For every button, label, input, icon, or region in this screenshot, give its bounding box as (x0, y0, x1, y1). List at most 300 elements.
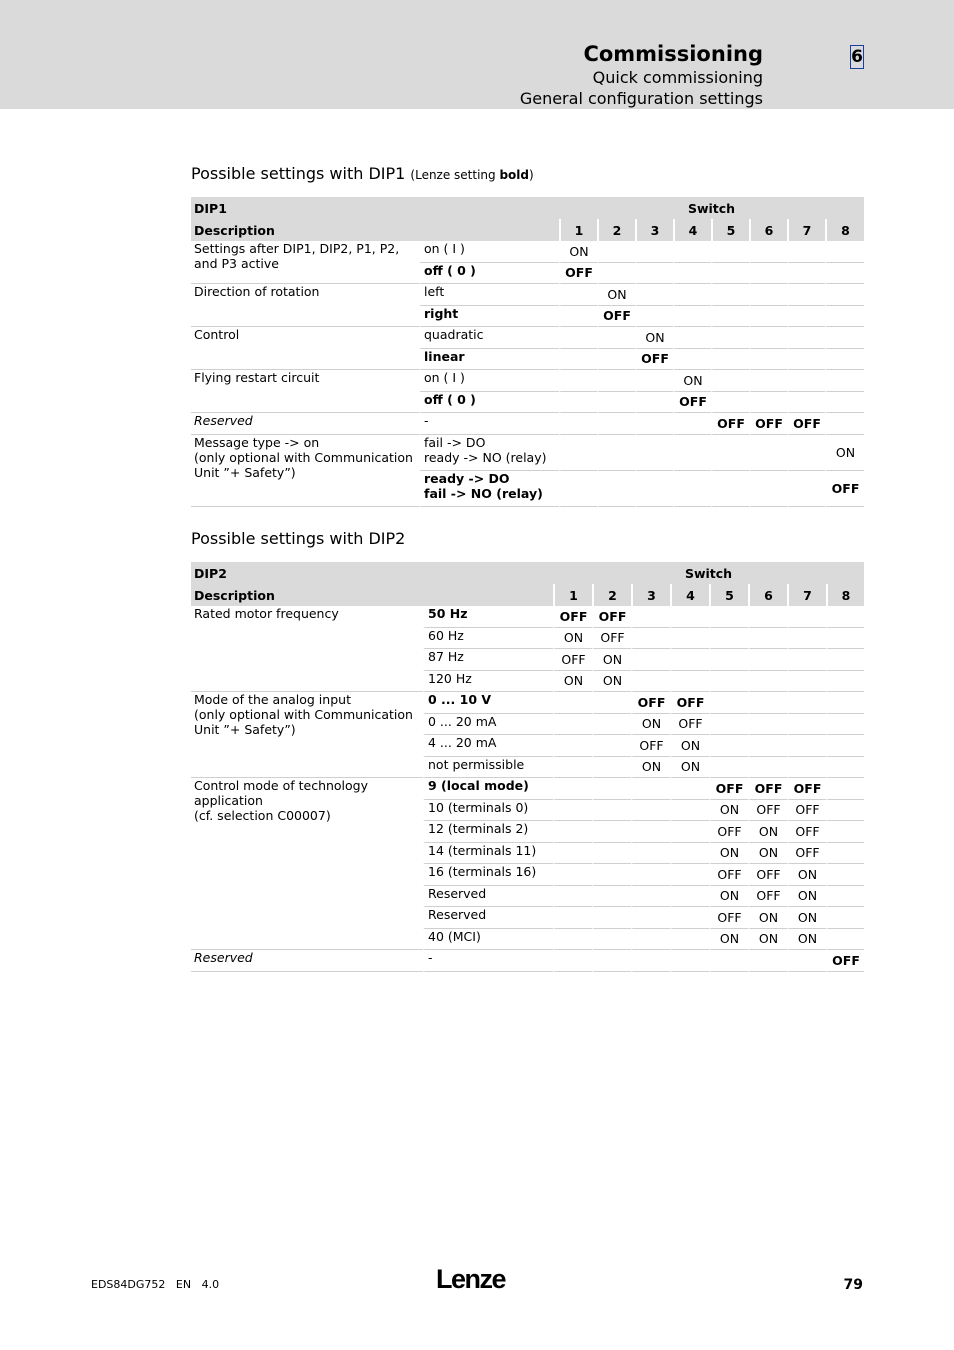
dip2-switch-value: OFF (553, 606, 592, 628)
dip2-switch-value (631, 606, 670, 628)
dip2-switch-value (826, 649, 864, 671)
dip2-switch-value: OFF (787, 821, 826, 843)
dip2-switch-value: ON (592, 671, 631, 693)
dip1-switch-value (711, 284, 749, 306)
dip1-switch-value: ON (559, 241, 597, 263)
dip1-switch-value (635, 471, 673, 507)
dip1-row-description: Message type -> on (only optional with Communication Unit ”+ Safety”) (191, 435, 419, 507)
dip2-switch-value: OFF (709, 821, 748, 843)
dip1-switch-value (559, 284, 597, 306)
dip2-switch-value: ON (553, 628, 592, 650)
table-row (191, 950, 864, 972)
dip2-switch-value: ON (748, 907, 787, 929)
dip1-switch-value: OFF (787, 413, 825, 435)
dip2-switch-value (670, 886, 709, 908)
dip1-switch-value (635, 413, 673, 435)
dip2-switch-value: ON (709, 929, 748, 951)
dip1-row-option: on ( I ) (419, 241, 559, 263)
dip1-row-option: fail -> DO ready -> NO (relay) (419, 435, 559, 471)
dip2-switch-value (709, 606, 748, 628)
dip2-switch-value (670, 671, 709, 693)
dip1-switch-value (787, 241, 825, 263)
dip1-switch-value: OFF (825, 471, 864, 507)
dip2-switch-value (592, 692, 631, 714)
dip2-switch-value (631, 778, 670, 800)
dip1-switch-value (635, 370, 673, 392)
dip1-switch-value (635, 392, 673, 414)
dip2-switch-value: OFF (553, 649, 592, 671)
dip2-switch-value: OFF (748, 864, 787, 886)
dip2-switch-number: 6 (748, 584, 787, 606)
dip1-switch-value (787, 327, 825, 349)
dip2-switch-value (553, 864, 592, 886)
dip2-switch-value (670, 929, 709, 951)
dip1-heading-text: Possible settings with DIP1 (191, 164, 406, 183)
page-subtitle-2: General configuration settings (519, 89, 763, 108)
dip2-switch-value: ON (709, 843, 748, 865)
dip1-switch-label: Switch (559, 197, 864, 219)
lenze-logo-text: Lenze (436, 1264, 506, 1294)
dip2-switch-value (592, 950, 631, 972)
dip2-switch-value (826, 886, 864, 908)
dip2-switch-value (787, 714, 826, 736)
dip2-switch-value (553, 778, 592, 800)
dip1-heading (191, 164, 534, 183)
dip2-switch-value (631, 907, 670, 929)
dip1-switch-value (635, 284, 673, 306)
dip1-row-description: Flying restart circuit (191, 370, 419, 413)
dip1-row-option: ready -> DO fail -> NO (relay) (419, 471, 559, 507)
dip2-switch-value: ON (553, 671, 592, 693)
dip1-switch-value (635, 263, 673, 285)
dip2-switch-value: ON (787, 886, 826, 908)
dip1-switch-value (559, 435, 597, 471)
dip2-switch-value (631, 800, 670, 822)
dip1-switch-value (825, 413, 864, 435)
dip2-switch-value (631, 929, 670, 951)
footer-doc-id: EDS84DG752 (91, 1278, 166, 1291)
dip1-switch-value (749, 392, 787, 414)
dip2-row-option: 9 (local mode) (423, 778, 553, 800)
dip1-switch-value (749, 327, 787, 349)
dip1-switch-value (673, 263, 711, 285)
dip1-switch-value (559, 413, 597, 435)
dip1-switch-value: ON (635, 327, 673, 349)
dip2-switch-value (709, 757, 748, 779)
dip2-row-option: 40 (MCI) (423, 929, 553, 951)
dip2-switch-value: OFF (592, 628, 631, 650)
dip2-switch-value (826, 843, 864, 865)
dip2-switch-value (709, 671, 748, 693)
dip2-switch-value: OFF (787, 843, 826, 865)
dip2-switch-value: ON (670, 735, 709, 757)
dip2-row-option: 50 Hz (423, 606, 553, 628)
dip2-switch-value (631, 864, 670, 886)
dip1-switch-number: 1 (559, 219, 597, 241)
table-row (191, 413, 864, 435)
dip2-row-option: Reserved (423, 886, 553, 908)
dip2-switch-value (709, 649, 748, 671)
dip2-switch-value: ON (670, 757, 709, 779)
dip1-switch-value (787, 349, 825, 371)
dip1-switch-number: 2 (597, 219, 635, 241)
dip2-switch-value (787, 950, 826, 972)
dip2-switch-value (592, 886, 631, 908)
dip1-switch-value (559, 306, 597, 328)
dip1-switch-value (749, 263, 787, 285)
dip2-row-option: 87 Hz (423, 649, 553, 671)
footer-version: 4.0 (201, 1278, 220, 1291)
dip1-switch-value (749, 241, 787, 263)
dip1-row-option: off ( 0 ) (419, 392, 559, 414)
dip2-row-description: Mode of the analog input (only optional with Communication Unit ”+ Safety”) (191, 692, 423, 778)
dip2-switch-value (787, 649, 826, 671)
dip2-switch-value: OFF (670, 692, 709, 714)
dip1-row-option: left (419, 284, 559, 306)
dip1-switch-number: 8 (825, 219, 864, 241)
dip2-row-option: 120 Hz (423, 671, 553, 693)
dip2-switch-value: ON (748, 821, 787, 843)
dip2-switch-value (553, 757, 592, 779)
dip1-switch-value (711, 370, 749, 392)
dip1-switch-value (559, 392, 597, 414)
dip2-row-option: 0 ... 10 V (423, 692, 553, 714)
dip1-switch-value (749, 435, 787, 471)
dip2-switch-value (748, 628, 787, 650)
dip2-switch-value: OFF (748, 778, 787, 800)
dip1-switch-value (673, 327, 711, 349)
table-row (191, 692, 864, 714)
dip2-switch-value (826, 800, 864, 822)
table-row (191, 327, 864, 349)
dip1-switch-value (559, 349, 597, 371)
dip1-switch-value (711, 263, 749, 285)
dip2-switch-value: ON (631, 757, 670, 779)
dip2-switch-value (787, 692, 826, 714)
dip1-switch-value (597, 471, 635, 507)
dip2-switch-value (670, 628, 709, 650)
dip2-switch-value (787, 606, 826, 628)
dip2-switch-value (553, 907, 592, 929)
dip1-switch-value (711, 471, 749, 507)
dip2-row-option: not permissible (423, 757, 553, 779)
dip1-switch-value: ON (825, 435, 864, 471)
dip2-switch-value: OFF (787, 778, 826, 800)
dip2-switch-value (826, 929, 864, 951)
dip2-row-option: 0 ... 20 mA (423, 714, 553, 736)
dip2-switch-value (553, 886, 592, 908)
dip2-heading-text: Possible settings with DIP2 (191, 529, 406, 548)
dip2-switch-value (709, 692, 748, 714)
dip1-switch-value (597, 413, 635, 435)
dip2-row-description: Rated motor frequency (191, 606, 423, 692)
header-band (0, 0, 954, 109)
dip2-switch-value: ON (748, 929, 787, 951)
dip2-switch-value (748, 757, 787, 779)
dip2-switch-value: OFF (670, 714, 709, 736)
dip2-switch-value (631, 821, 670, 843)
dip1-switch-value (711, 349, 749, 371)
dip1-switch-value (597, 241, 635, 263)
dip1-switch-value (673, 413, 711, 435)
dip2-switch-value (670, 778, 709, 800)
dip1-switch-value (673, 284, 711, 306)
dip2-switch-value (592, 821, 631, 843)
dip2-switch-value (592, 929, 631, 951)
dip1-switch-value (597, 392, 635, 414)
dip2-switch-value (748, 692, 787, 714)
dip1-switch-value (825, 306, 864, 328)
dip1-switch-value: ON (673, 370, 711, 392)
dip2-row-option: 16 (terminals 16) (423, 864, 553, 886)
dip2-switch-value (748, 649, 787, 671)
dip1-switch-value (749, 306, 787, 328)
dip2-switch-number: 5 (709, 584, 748, 606)
dip1-switch-value: ON (597, 284, 635, 306)
dip2-switch-value (826, 628, 864, 650)
footer-lang: EN (175, 1278, 192, 1291)
dip1-row-option: off ( 0 ) (419, 263, 559, 285)
dip1-switch-value (559, 471, 597, 507)
table-row (191, 284, 864, 306)
dip1-switch-value (711, 306, 749, 328)
dip2-switch-value: OFF (592, 606, 631, 628)
dip2-switch-value (826, 821, 864, 843)
dip2-switch-value (631, 886, 670, 908)
dip1-switch-value (597, 435, 635, 471)
dip2-switch-value (826, 692, 864, 714)
dip1-switch-value (825, 392, 864, 414)
dip2-switch-label: Switch (553, 562, 864, 584)
dip1-heading-note: (Lenze setting bold) (410, 168, 534, 182)
dip1-switch-value (597, 349, 635, 371)
dip2-switch-value: ON (709, 800, 748, 822)
dip2-switch-value: OFF (748, 886, 787, 908)
dip1-switch-value (787, 471, 825, 507)
dip2-switch-value (826, 907, 864, 929)
dip2-row-option: - (423, 950, 553, 972)
dip1-table (191, 197, 864, 507)
dip1-switch-value (559, 327, 597, 349)
dip1-switch-value (597, 370, 635, 392)
dip2-switch-number: 8 (826, 584, 864, 606)
table-row (191, 778, 864, 800)
dip2-switch-value (553, 714, 592, 736)
dip1-switch-value (749, 349, 787, 371)
dip2-switch-value: OFF (787, 800, 826, 822)
dip1-switch-value (597, 327, 635, 349)
dip2-row-option: 10 (terminals 0) (423, 800, 553, 822)
dip2-switch-value: OFF (826, 950, 864, 972)
dip2-switch-value (826, 671, 864, 693)
dip2-switch-value (709, 714, 748, 736)
dip2-switch-value (826, 757, 864, 779)
dip2-switch-value (670, 606, 709, 628)
dip2-switch-value (826, 864, 864, 886)
dip2-heading (191, 529, 405, 548)
dip1-switch-value (749, 284, 787, 306)
dip2-switch-value (592, 757, 631, 779)
dip2-switch-value (592, 907, 631, 929)
dip1-description-header: Description (191, 219, 559, 241)
table-row (191, 370, 864, 392)
dip1-switch-value (711, 241, 749, 263)
dip2-switch-value (553, 843, 592, 865)
dip2-switch-value: ON (592, 649, 631, 671)
dip2-switch-value: OFF (631, 735, 670, 757)
table-row (191, 435, 864, 471)
dip2-row-option: 12 (terminals 2) (423, 821, 553, 843)
dip1-switch-value (825, 370, 864, 392)
dip1-row-description: Direction of rotation (191, 284, 419, 327)
page-subtitle-1: Quick commissioning (592, 68, 763, 87)
dip1-switch-value (825, 263, 864, 285)
dip1-switch-value (673, 306, 711, 328)
dip2-switch-value (787, 628, 826, 650)
page-number: 79 (843, 1277, 863, 1293)
dip1-switch-value: OFF (635, 349, 673, 371)
dip2-switch-number: 4 (670, 584, 709, 606)
dip2-switch-value (553, 821, 592, 843)
dip2-switch-value (631, 628, 670, 650)
dip2-switch-value: OFF (631, 692, 670, 714)
dip2-row-description: Reserved (191, 950, 423, 972)
dip1-switch-number: 4 (673, 219, 711, 241)
dip2-switch-value (709, 628, 748, 650)
dip1-switch-number: 6 (749, 219, 787, 241)
table-row (191, 606, 864, 628)
dip1-switch-value (787, 370, 825, 392)
dip2-table (191, 562, 864, 972)
dip2-row-option: Reserved (423, 907, 553, 929)
dip2-switch-value (670, 649, 709, 671)
dip2-switch-value (826, 735, 864, 757)
dip2-switch-value: OFF (709, 864, 748, 886)
dip1-switch-value (711, 392, 749, 414)
dip1-switch-value (673, 435, 711, 471)
dip2-switch-value (592, 778, 631, 800)
dip2-switch-value (631, 671, 670, 693)
dip2-switch-value (748, 735, 787, 757)
dip1-switch-value (825, 349, 864, 371)
dip1-switch-number: 7 (787, 219, 825, 241)
dip1-row-option: right (419, 306, 559, 328)
dip2-switch-value (592, 800, 631, 822)
dip2-switch-number: 7 (787, 584, 826, 606)
dip2-switch-value (553, 929, 592, 951)
dip2-row-option: 14 (terminals 11) (423, 843, 553, 865)
dip2-switch-value (631, 950, 670, 972)
dip2-switch-value (787, 757, 826, 779)
dip2-switch-value (592, 714, 631, 736)
dip1-switch-value (635, 435, 673, 471)
dip2-switch-number: 1 (553, 584, 592, 606)
dip1-switch-value (749, 471, 787, 507)
dip2-switch-value: ON (787, 864, 826, 886)
dip2-switch-value (670, 950, 709, 972)
dip1-switch-value (787, 306, 825, 328)
dip2-switch-value: ON (787, 907, 826, 929)
dip2-switch-value (709, 735, 748, 757)
dip2-switch-value (709, 950, 748, 972)
dip1-switch-value (787, 284, 825, 306)
dip2-switch-value (592, 843, 631, 865)
dip2-switch-value: ON (709, 886, 748, 908)
dip2-switch-value (670, 907, 709, 929)
dip1-row-description: Reserved (191, 413, 419, 435)
dip2-switch-value (670, 843, 709, 865)
dip1-row-option: quadratic (419, 327, 559, 349)
dip2-switch-value (748, 714, 787, 736)
page-title: Commissioning (583, 42, 763, 66)
dip1-row-option: on ( I ) (419, 370, 559, 392)
dip1-switch-value (787, 263, 825, 285)
footer-doc-info (91, 1278, 219, 1291)
dip1-switch-value: OFF (559, 263, 597, 285)
dip2-switch-value: OFF (748, 800, 787, 822)
dip1-switch-value (597, 263, 635, 285)
dip1-switch-value (825, 241, 864, 263)
dip2-switch-value (826, 606, 864, 628)
dip2-switch-value (631, 649, 670, 671)
chapter-number: 6 (851, 47, 863, 67)
dip2-switch-value (553, 800, 592, 822)
dip1-switch-value (673, 471, 711, 507)
dip2-switch-value: ON (787, 929, 826, 951)
dip2-switch-value (553, 692, 592, 714)
dip1-switch-value (673, 241, 711, 263)
dip1-switch-value (825, 284, 864, 306)
dip1-switch-value (559, 370, 597, 392)
dip2-switch-value: ON (631, 714, 670, 736)
dip1-row-option: - (419, 413, 559, 435)
dip1-switch-value (673, 349, 711, 371)
dip2-switch-value (592, 864, 631, 886)
dip2-switch-value (748, 671, 787, 693)
dip2-switch-value (553, 950, 592, 972)
dip1-row-description: Settings after DIP1, DIP2, P1, P2, and P3 active (191, 241, 419, 284)
dip2-switch-value (748, 950, 787, 972)
dip2-row-option: 4 ... 20 mA (423, 735, 553, 757)
dip1-switch-value: OFF (597, 306, 635, 328)
dip2-row-description: Control mode of technology application (cf. selection C00007) (191, 778, 423, 950)
dip1-row-description: Control (191, 327, 419, 370)
dip2-switch-value (670, 864, 709, 886)
dip1-switch-value: OFF (711, 413, 749, 435)
dip1-switch-number: 5 (711, 219, 749, 241)
dip2-row-option: 60 Hz (423, 628, 553, 650)
table-row (191, 241, 864, 263)
dip2-switch-value: OFF (709, 907, 748, 929)
dip2-switch-value (592, 735, 631, 757)
dip2-switch-value (553, 735, 592, 757)
dip1-switch-value (787, 392, 825, 414)
dip1-switch-value (711, 327, 749, 349)
dip2-switch-value (670, 821, 709, 843)
dip1-switch-value: OFF (749, 413, 787, 435)
dip1-switch-value (635, 306, 673, 328)
dip2-switch-value: OFF (709, 778, 748, 800)
dip2-switch-value (631, 843, 670, 865)
lenze-logo (436, 1264, 516, 1294)
dip1-switch-value (787, 435, 825, 471)
dip2-description-header: Description (191, 584, 553, 606)
dip2-switch-value (787, 671, 826, 693)
dip2-switch-value (826, 778, 864, 800)
dip2-label: DIP2 (191, 562, 553, 584)
dip2-switch-number: 2 (592, 584, 631, 606)
dip2-switch-value (670, 800, 709, 822)
